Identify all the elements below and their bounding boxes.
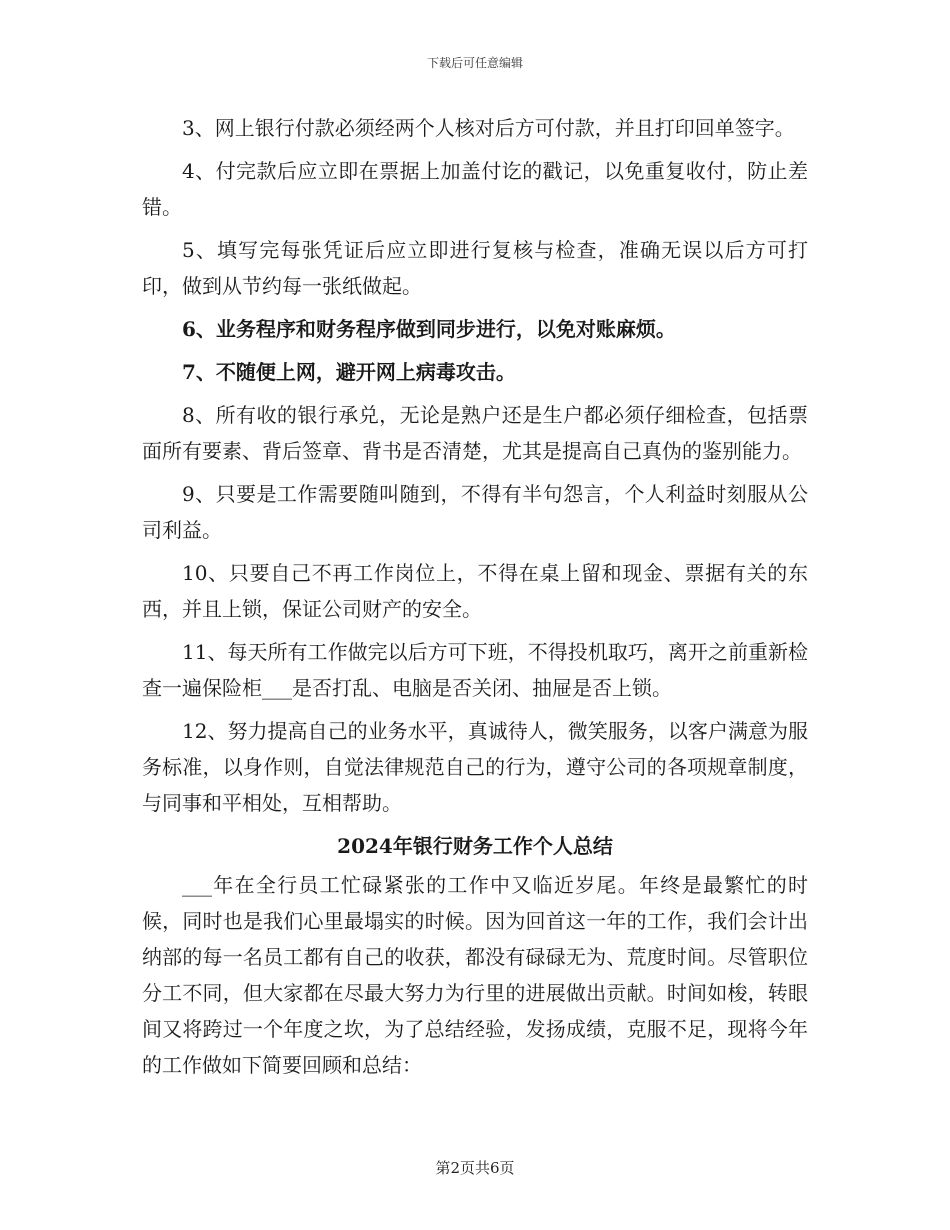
rule-item-11: 11、每天所有工作做完以后方可下班，不得投机取巧，离开之前重新检查一遍保险柜___是否打乱、电脑是否关闭、抽屉是否上锁。	[142, 640, 808, 700]
rule-item-12: 12、努力提高自己的业务水平，真诚待人，微笑服务，以客户满意为服务标准，以身作则，自觉法律规范自己的行为，遵守公司的各项规章制度，与同事和平相处，互相帮助。	[142, 719, 808, 815]
rule-item-9: 9、只要是工作需要随叫随到，不得有半句怨言，个人利益时刻服从公司利益。	[142, 482, 808, 542]
rule-item-6: 6、业务程序和财务程序做到同步进行，以免对账麻烦。	[182, 317, 676, 341]
section-body-paragraph: ___年在全行员工忙碌紧张的工作中又临近岁尾。年终是最繁忙的时候，同时也是我们心里最塌实的时候。因为回首这一年的工作，我们会计出纳部的每一名员工都有自己的收获，都没有碌碌无为、荒度时间。尽管职位分工不同，但大家都在尽最大努力为行里的进展做出贡献。时间如梭，转眼间又将跨过一个年度之坎，为了总结经验，发扬成绩，克服不足，现将今年的工作做如下简要回顾和总结：	[142, 873, 808, 1077]
rule-item-3: 3、网上银行付款必须经两个人核对后方可付款，并且打印回单签字。	[182, 116, 795, 140]
rule-item-4: 4、付完款后应立即在票据上加盖付讫的戳记，以免重复收付，防止差错。	[142, 159, 808, 219]
rule-item-5: 5、填写完每张凭证后应立即进行复核与检查，准确无误以后方可打印，做到从节约每一张纸做起。	[142, 238, 808, 298]
document-body	[142, 110, 808, 1090]
page-number: 第2页共6页	[435, 1159, 515, 1177]
rule-item-10: 10、只要自己不再工作岗位上，不得在桌上留和现金、票据有关的东西，并且上锁，保证公司财产的安全。	[142, 561, 808, 621]
rule-item-7: 7、不随便上网，避开网上病毒攻击。	[182, 360, 516, 384]
rule-item-8: 8、所有收的银行承兑，无论是熟户还是生户都必须仔细检查，包括票面所有要素、背后签章、背书是否清楚，尤其是提高自己真伪的鉴别能力。	[142, 403, 808, 463]
page-header-note: 下载后可任意编辑	[426, 56, 523, 70]
section-title: 2024年银行财务工作个人总结	[337, 834, 613, 858]
